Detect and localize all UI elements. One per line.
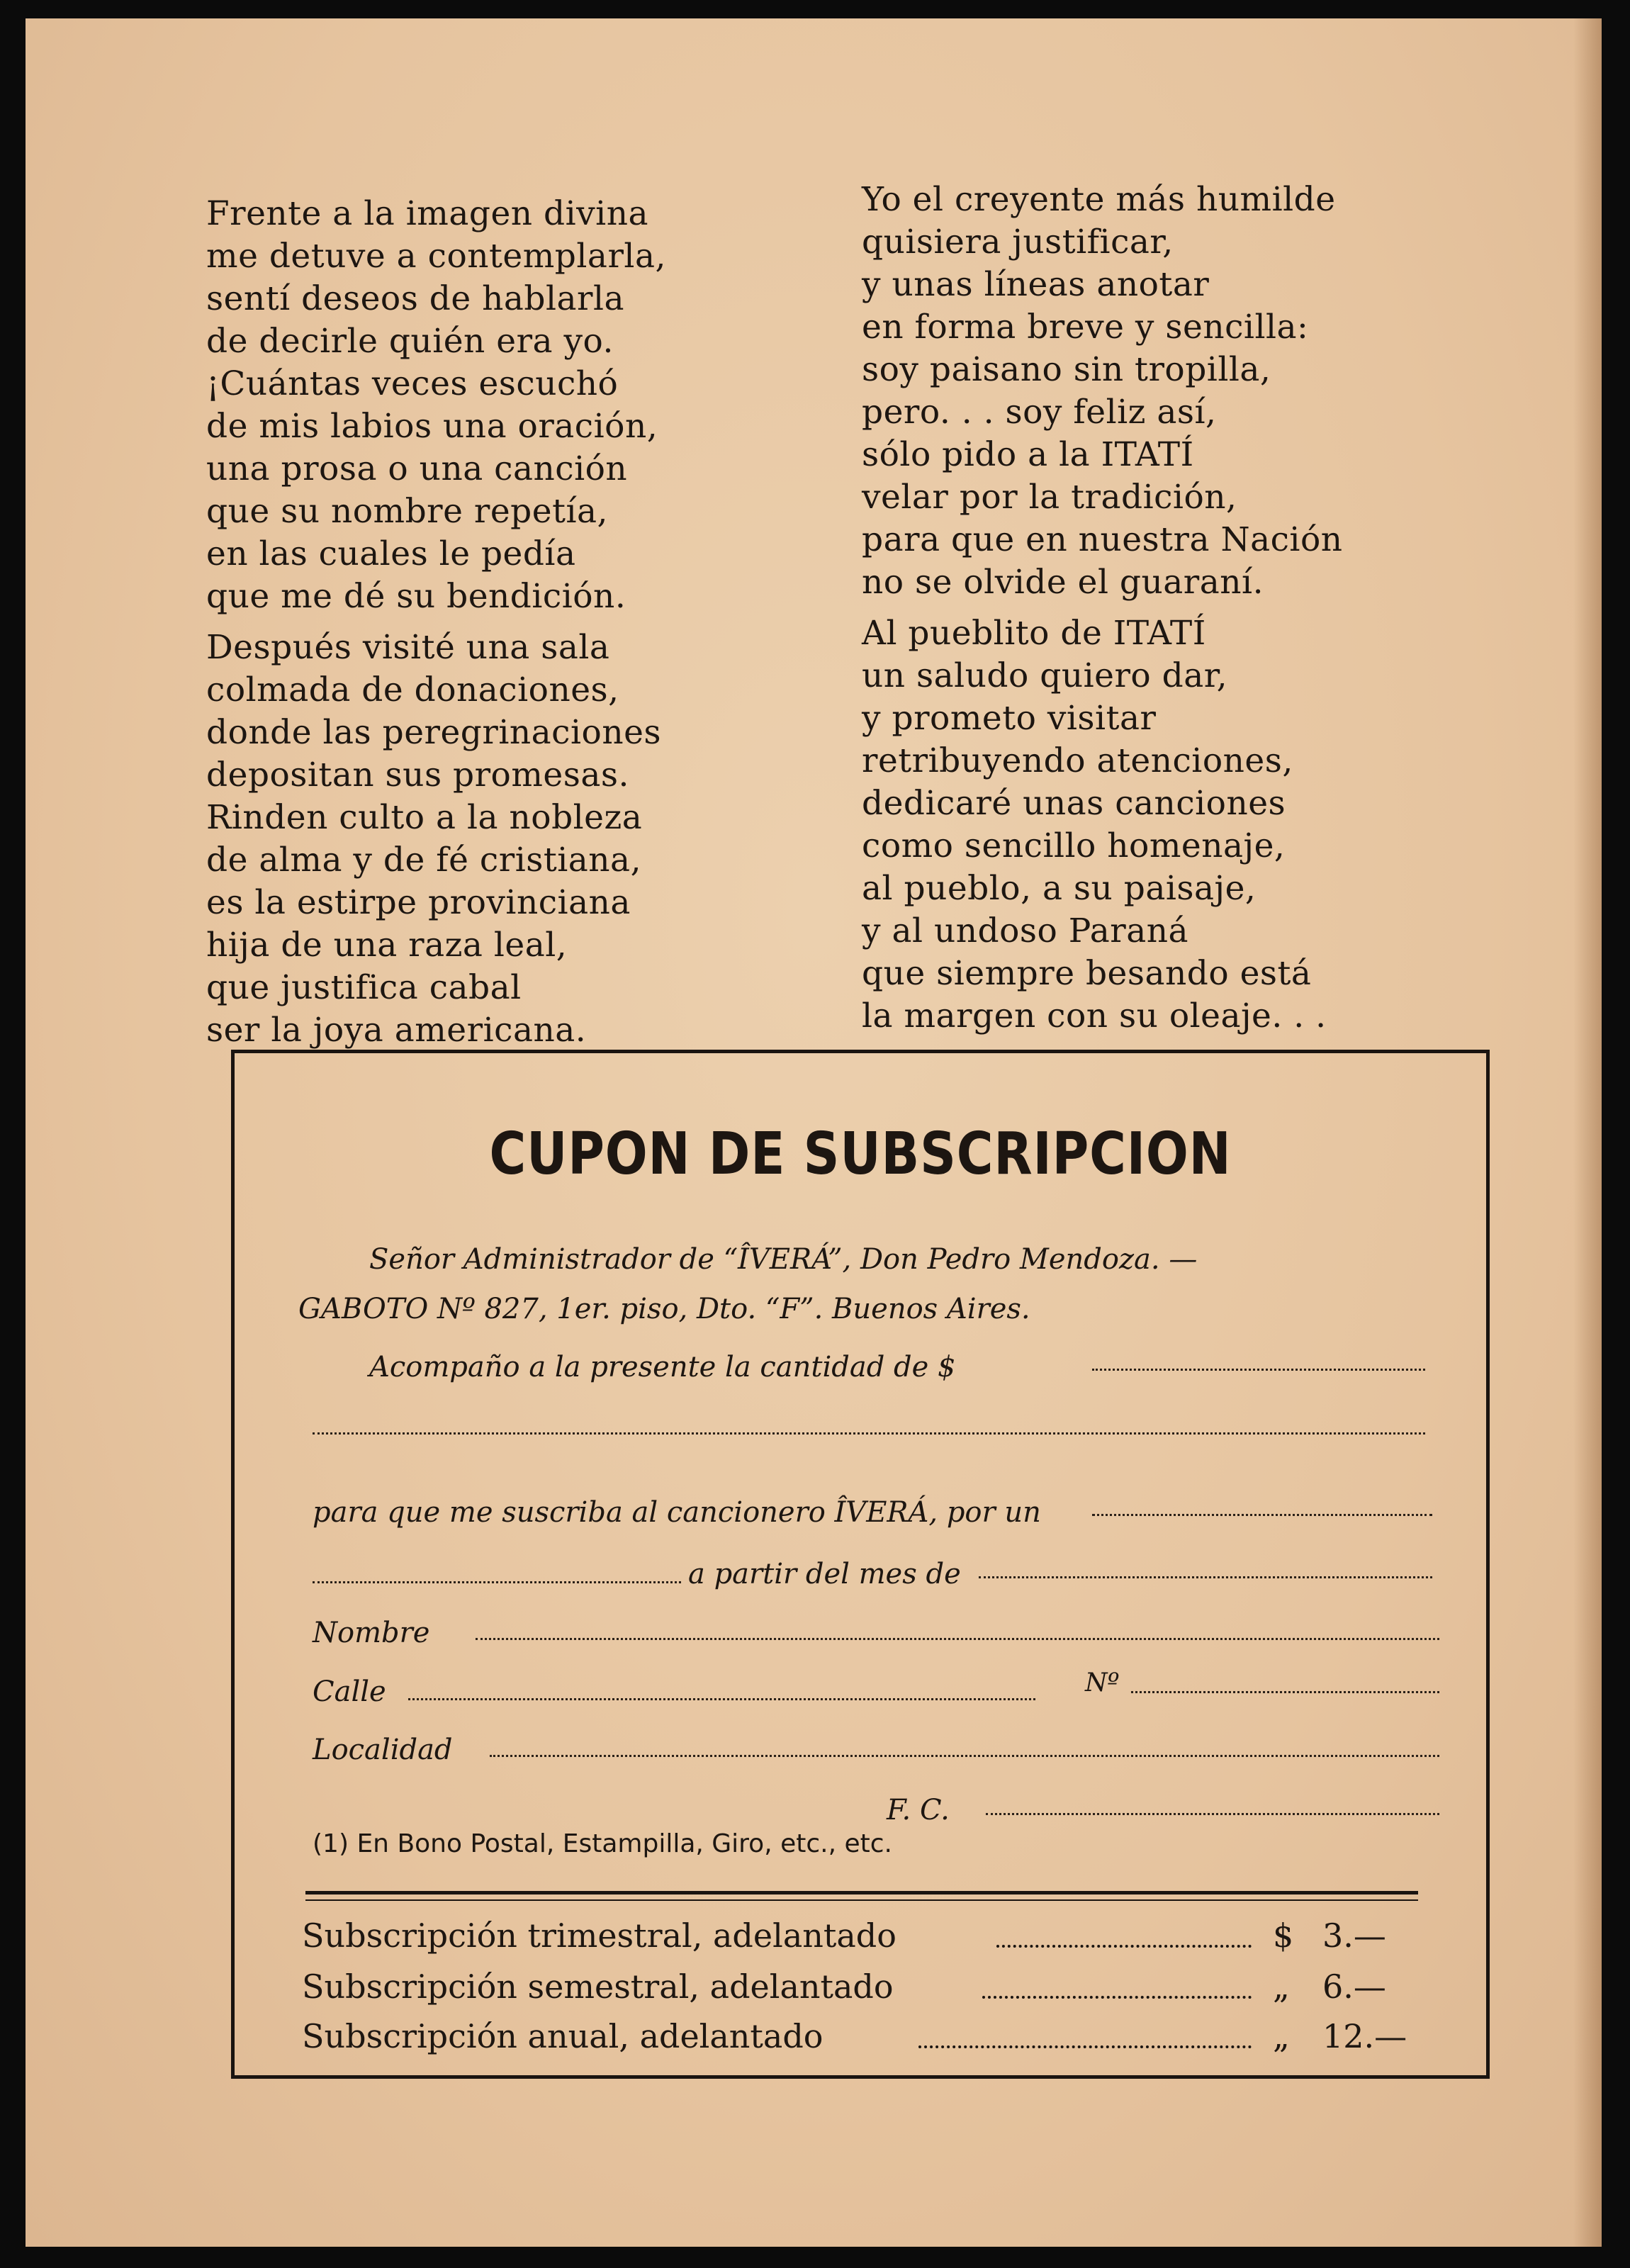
poem-line: pero. . . soy feliz así, xyxy=(862,393,1217,432)
address-line-2: GABOTO Nº 827, 1er. piso, Dto. “F”. Buenos Aires. xyxy=(298,1293,1030,1325)
dot-leader xyxy=(996,1945,1252,1948)
poem-line: es la estirpe provinciana xyxy=(206,883,631,922)
poem-line: depositan sus promesas. xyxy=(206,756,629,795)
stanza-gap xyxy=(206,618,666,627)
poem-line: retribuyendo atenciones, xyxy=(862,741,1293,780)
poem-line: una prosa o una canción xyxy=(206,449,628,488)
poem-line: en forma breve y sencilla: xyxy=(862,308,1309,347)
poem-left-column xyxy=(206,193,666,1052)
poem-line: Después visité una sala xyxy=(206,628,610,667)
stanza-gap xyxy=(862,604,1343,612)
poem-line: al pueblo, a su paisaje, xyxy=(862,869,1257,908)
subscription-duration-field[interactable] xyxy=(313,1581,681,1583)
price-divider-thin xyxy=(305,1899,1418,1901)
street-number-field[interactable] xyxy=(1131,1691,1439,1693)
poem-line: Frente a la imagen divina xyxy=(206,194,648,233)
poem-line: que siempre besando está xyxy=(862,954,1312,993)
poem-line: que justifica cabal xyxy=(206,968,522,1007)
locality-label: Localidad xyxy=(313,1734,453,1766)
poem-line: sólo pido a la ITATÍ xyxy=(862,435,1194,474)
page xyxy=(26,18,1602,2247)
poem-line: en las cuales le pedía xyxy=(206,534,576,573)
price-amount: 12.— xyxy=(1322,2017,1407,2055)
price-amount: 6.— xyxy=(1322,1967,1386,2006)
poem-line: quisiera justificar, xyxy=(862,223,1174,262)
poem-line: dedicaré unas canciones xyxy=(862,784,1286,823)
price-row-semiannual xyxy=(302,1967,1429,2010)
poem-line: soy paisano sin tropilla, xyxy=(862,350,1271,389)
fc-field[interactable] xyxy=(986,1813,1439,1815)
street-label: Calle xyxy=(313,1675,386,1708)
poem-line: y unas líneas anotar xyxy=(862,265,1210,304)
poem-line: velar por la tradición, xyxy=(862,478,1237,517)
price-amount: 3.— xyxy=(1322,1916,1386,1955)
poem-line: y al undoso Paraná xyxy=(862,911,1189,950)
poem-line: y prometo visitar xyxy=(862,699,1157,738)
poem-line: sentí deseos de hablarla xyxy=(206,279,625,318)
poem-line: de mis labios una oración, xyxy=(206,407,658,446)
name-field[interactable] xyxy=(476,1638,1439,1640)
poem-line: de alma y de fé cristiana, xyxy=(206,841,642,880)
poem-line: la margen con su oleaje. . . xyxy=(862,997,1327,1035)
payment-note: (1) En Bono Postal, Estampilla, Giro, etc., etc. xyxy=(313,1829,892,1858)
poem-line: un saludo quiero dar, xyxy=(862,656,1228,695)
price-label: Subscripción anual, adelantado xyxy=(302,2017,824,2055)
locality-field[interactable] xyxy=(490,1755,1439,1757)
poem-line: Al pueblito de ITATÍ xyxy=(862,614,1206,653)
price-label: Subscripción trimestral, adelantado xyxy=(302,1916,896,1955)
amount-label: Acompaño a la presente la cantidad de $ xyxy=(369,1351,956,1383)
poem-line: que me dé su bendición. xyxy=(206,577,626,616)
poem-right-column xyxy=(862,179,1343,1038)
price-row-quarterly xyxy=(302,1916,1429,1959)
poem-line: me detuve a contemplarla, xyxy=(206,237,666,276)
subscribe-label: para que me suscriba al cancionero ÎVERÁ, por un xyxy=(313,1496,1041,1529)
poem-line: hija de una raza leal, xyxy=(206,926,568,965)
subscription-period-field[interactable] xyxy=(1092,1514,1432,1516)
price-currency: $ xyxy=(1273,1916,1294,1955)
amount-field[interactable] xyxy=(1092,1369,1425,1371)
name-label: Nombre xyxy=(313,1617,430,1649)
price-label: Subscripción semestral, adelantado xyxy=(302,1967,894,2006)
poem-line: Rinden culto a la nobleza xyxy=(206,798,643,837)
street-field[interactable] xyxy=(408,1698,1035,1700)
poem-line: ser la joya americana. xyxy=(206,1011,587,1050)
start-month-field[interactable] xyxy=(979,1576,1432,1578)
from-month-label: a partir del mes de xyxy=(688,1558,961,1590)
poem-line: donde las peregrinaciones xyxy=(206,713,662,752)
poem-line: como sencillo homenaje, xyxy=(862,826,1286,865)
poem-line: de decirle quién era yo. xyxy=(206,322,614,361)
price-row-annual xyxy=(302,2017,1429,2060)
poem-line: para que en nuestra Nación xyxy=(862,520,1343,559)
page-edge-shadow xyxy=(1573,18,1602,2247)
fc-label: F. C. xyxy=(887,1794,950,1826)
subscription-coupon xyxy=(231,1050,1490,2079)
number-label: Nº xyxy=(1085,1668,1120,1697)
coupon-title: CUPON DE SUBSCRIPCION xyxy=(489,1121,1232,1188)
price-divider-thick xyxy=(305,1891,1418,1894)
address-line-1: Señor Administrador de “ÎVERÁ”, Don Pedro Mendoza. — xyxy=(369,1243,1198,1276)
poem-line: colmada de donaciones, xyxy=(206,670,619,709)
poem-line: Yo el creyente más humilde xyxy=(862,180,1336,219)
dot-leader xyxy=(982,1996,1252,1999)
poem-line: que su nombre repetía, xyxy=(206,492,608,531)
amount-field-continued[interactable] xyxy=(313,1432,1425,1435)
poem-line: no se olvide el guaraní. xyxy=(862,563,1264,602)
price-currency: „ xyxy=(1273,1967,1290,2006)
dot-leader xyxy=(918,2045,1252,2048)
price-currency: „ xyxy=(1273,2017,1290,2055)
poem-line: ¡Cuántas veces escuchó xyxy=(206,364,619,403)
